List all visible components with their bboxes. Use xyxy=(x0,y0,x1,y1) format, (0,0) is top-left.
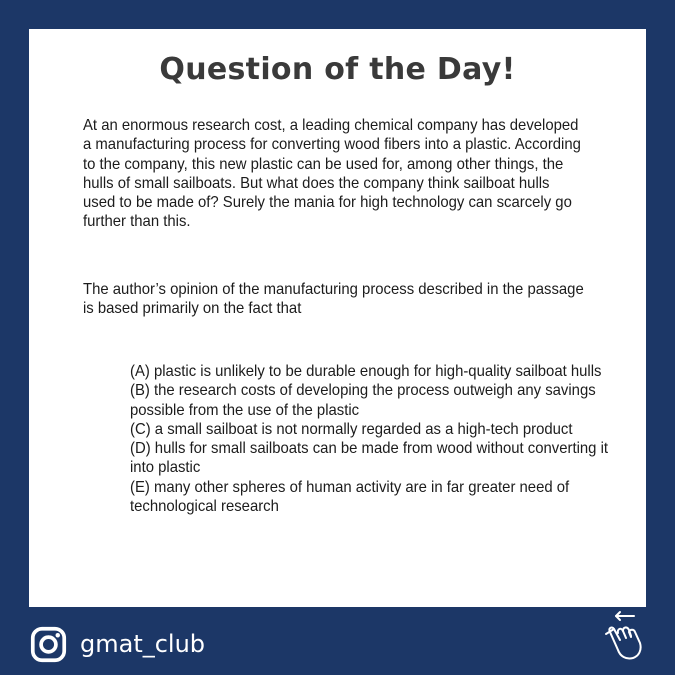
passage-text: At an enormous research cost, a leading chemical company has developed a manufacturing process for converting wood fibers into a plastic. According to the company, this new plastic can be used for, among other things, the hulls of small sailboats. But what does the company think sailboat hulls used to be made of? Surely the mania for high technology can scarcely go further than this. xyxy=(83,117,581,231)
option-b: (B) the research costs of developing the process outweigh any savings possible from the use of the plastic xyxy=(130,382,596,419)
instagram-icon[interactable] xyxy=(30,626,67,663)
option-c: (C) a small sailboat is not normally regarded as a high-tech product xyxy=(130,420,573,438)
page-title: Question of the Day! xyxy=(159,52,516,87)
option-d: (D) hulls for small sailboats can be made from wood without converting it into plastic xyxy=(130,440,609,477)
question-stem: The author’s opinion of the manufacturing process described in the passage is based primarily on the fact that xyxy=(83,281,584,318)
instagram-handle[interactable]: gmat_club xyxy=(80,630,206,658)
option-a: (A) plastic is unlikely to be durable enough for high-quality sailboat hulls xyxy=(130,363,602,380)
swipe-hand-icon xyxy=(598,610,646,664)
answer-options xyxy=(130,362,618,516)
option-e: (E) many other spheres of human activity are in far greater need of technological research xyxy=(130,478,570,516)
